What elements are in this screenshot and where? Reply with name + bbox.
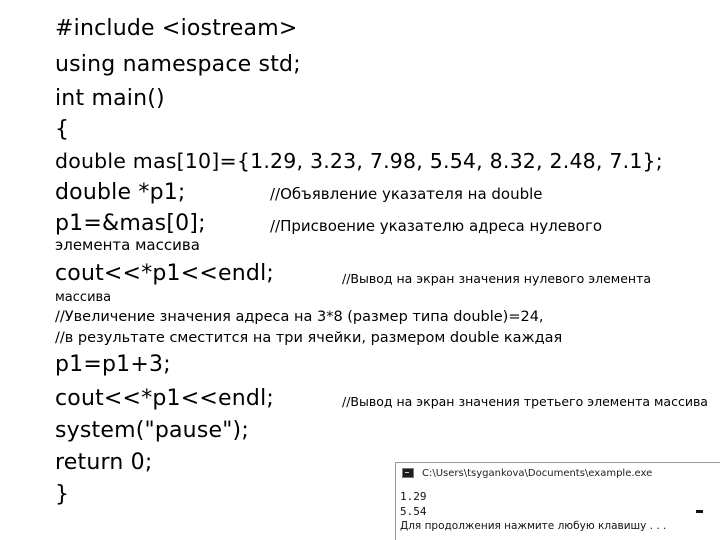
code-line-open-brace: { [55,117,70,142]
console-output-line-2: 5.54 [400,505,427,518]
comment-ptr-assign-cont: элемента массива [55,236,200,254]
comment-cout1-cont: массива [55,290,112,305]
console-output [396,485,720,540]
comment-ptr-assign: //Присвоение указателю адреса нулевого [270,217,603,235]
code-line-array-decl: double mas[10]={1.29, 3.23, 7.98, 5.54, 8.32, 2.48, 7.1}; [55,149,663,173]
console-output-line-3: Для продолжения нажмите любую клавишу . . . [400,520,667,532]
console-cursor [696,510,703,513]
code-line-ptr-inc: p1=p1+3; [55,352,171,377]
code-line-return: return 0; [55,450,153,475]
code-line-ptr-decl: double *p1; [55,180,186,205]
code-line-cout1: cout<<*p1<<endl; [55,261,274,286]
code-line-system-pause: system("pause"); [55,418,249,443]
comment-increase-1: //Увеличение значения адреса на 3*8 (размер типа double)=24, [55,309,544,325]
comment-ptr-decl: //Объявление указателя на double [270,185,543,203]
code-line-main: int main() [55,86,165,111]
console-titlebar[interactable] [396,463,720,486]
comment-increase-2: //в результате сместится на три ячейки, размером double каждая [55,330,563,346]
console-title: C:\Users\tsygankova\Documents\example.exe [422,468,653,479]
console-output-line-1: 1.29 [400,490,427,503]
code-line-using: using namespace std; [55,52,301,77]
code-line-close-brace: } [55,482,70,507]
code-line-cout2: cout<<*p1<<endl; [55,386,274,411]
code-line-include: #include <iostream> [55,16,298,41]
console-window[interactable] [395,462,720,540]
code-line-ptr-assign: p1=&mas[0]; [55,211,206,236]
comment-cout1: //Вывод на экран значения нулевого элемента [342,271,652,286]
comment-cout2: //Вывод на экран значения третьего элемента массива [342,394,708,409]
console-window-icon [402,468,414,478]
